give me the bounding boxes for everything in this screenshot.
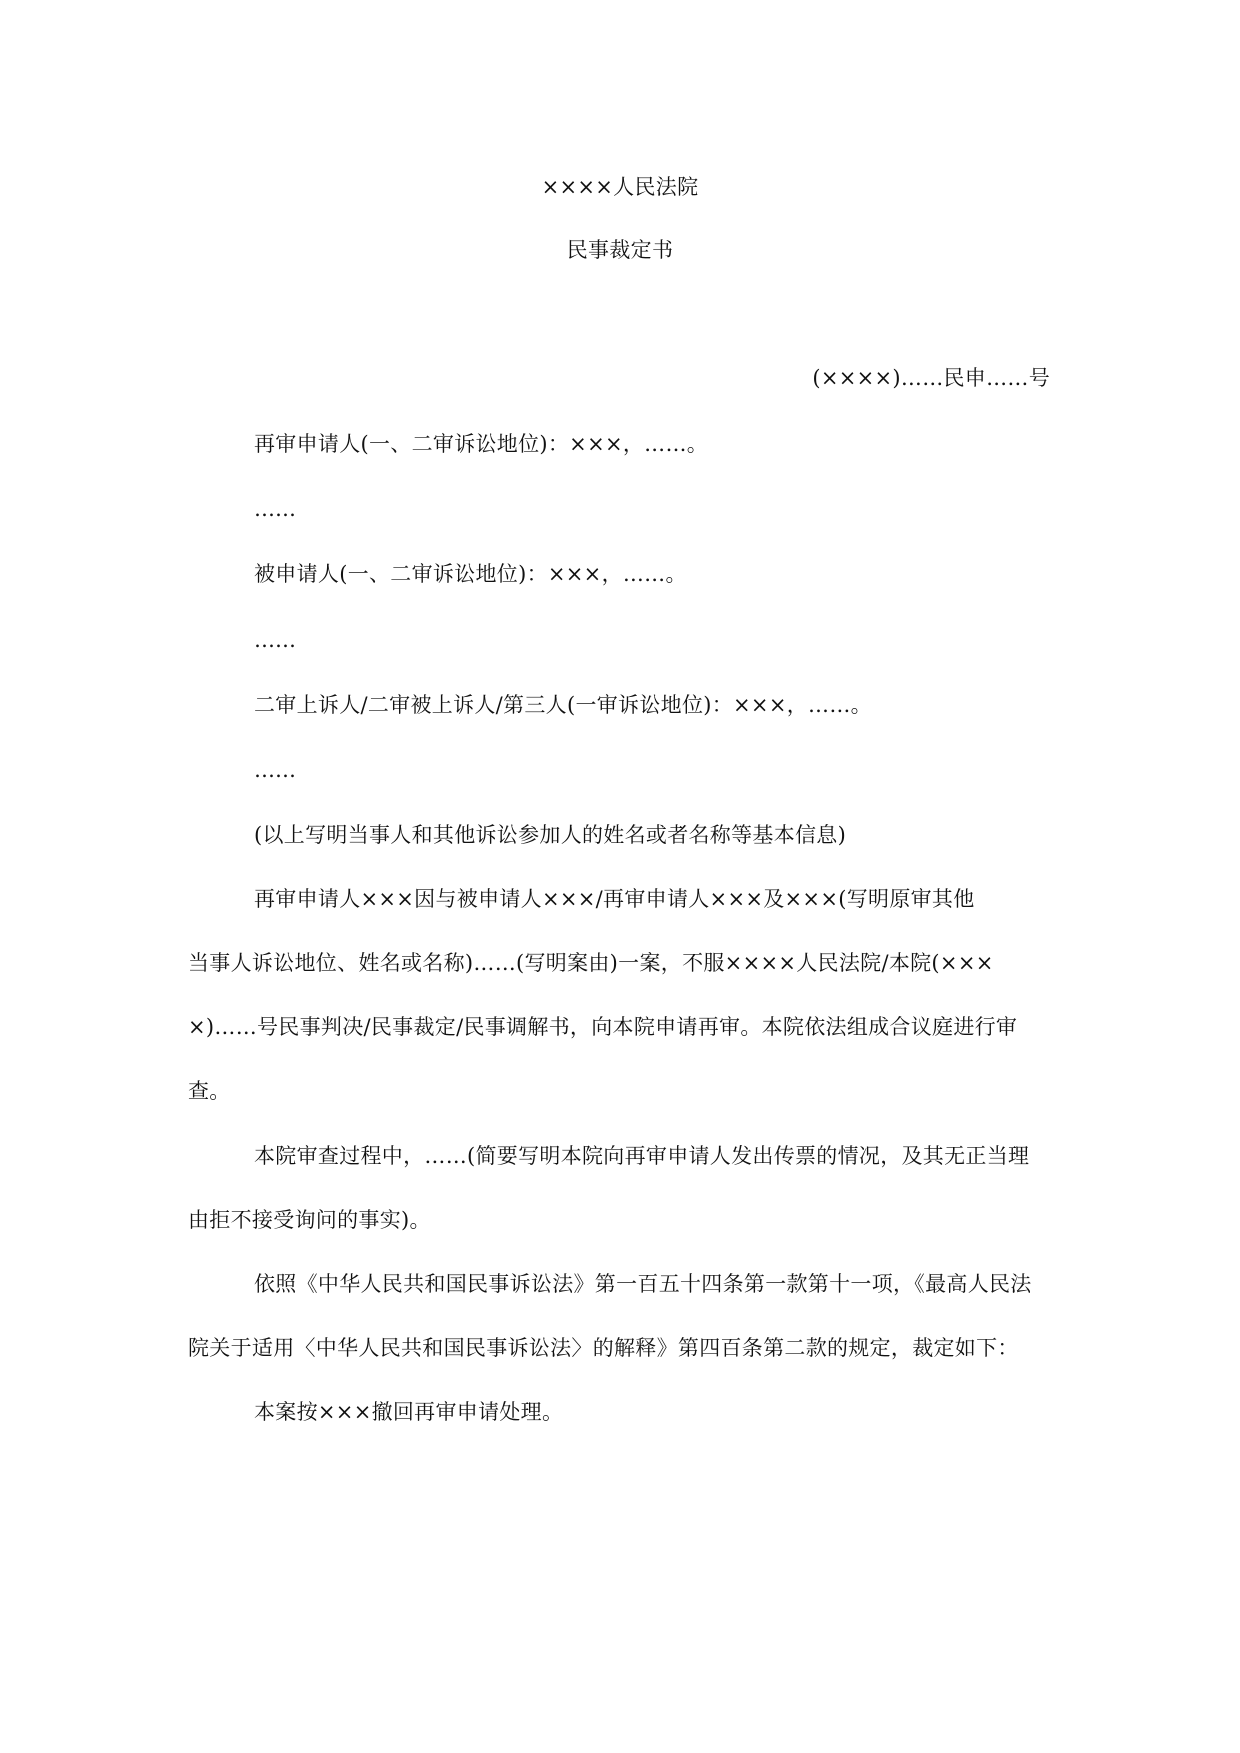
other-party-ellipsis: …… — [254, 758, 296, 782]
ruling-line: 本案按×××撤回再审申请处理。 — [254, 1400, 564, 1424]
respondent-ellipsis: …… — [254, 628, 296, 652]
court-name: ××××人民法院 — [541, 175, 699, 199]
paragraph-2-line-2: 由拒不接受询问的事实)。 — [188, 1208, 431, 1232]
paragraph-1-line-3: ×)……号民事判决/民事裁定/民事调解书，向本院申请再审。本院依法组成合议庭进行审 — [188, 1015, 1018, 1039]
applicant-line: 再审申请人(一、二审诉讼地位)：×××，……。 — [254, 432, 709, 456]
case-number: (××××)……民申……号 — [812, 366, 1050, 390]
respondent-line: 被申请人(一、二审诉讼地位)：×××，……。 — [254, 562, 687, 586]
paragraph-3-line-2: 院关于适用〈中华人民共和国民事诉讼法〉的解释》第四百条第二款的规定，裁定如下： — [188, 1336, 1019, 1360]
document-title: 民事裁定书 — [566, 238, 674, 262]
parties-note: (以上写明当事人和其他诉讼参加人的姓名或者名称等基本信息) — [254, 823, 847, 847]
paragraph-3-line-1: 依照《中华人民共和国民事诉讼法》第一百五十四条第一款第十一项，《最高人民法 — [254, 1272, 1032, 1296]
other-party-line: 二审上诉人/二审被上诉人/第三人(一审诉讼地位)：×××，……。 — [254, 693, 872, 717]
paragraph-1-line-1: 再审申请人×××因与被申请人×××/再审申请人×××及×××(写明原审其他 — [254, 887, 975, 911]
applicant-ellipsis: …… — [254, 497, 296, 521]
paragraph-2-line-1: 本院审查过程中，……(简要写明本院向再审申请人发出传票的情况，及其无正当理 — [254, 1144, 1030, 1168]
paragraph-1-line-4: 查。 — [188, 1079, 231, 1103]
paragraph-1-line-2: 当事人诉讼地位、姓名或名称)……(写明案由)一案，不服××××人民法院/本院(××× — [188, 951, 994, 975]
